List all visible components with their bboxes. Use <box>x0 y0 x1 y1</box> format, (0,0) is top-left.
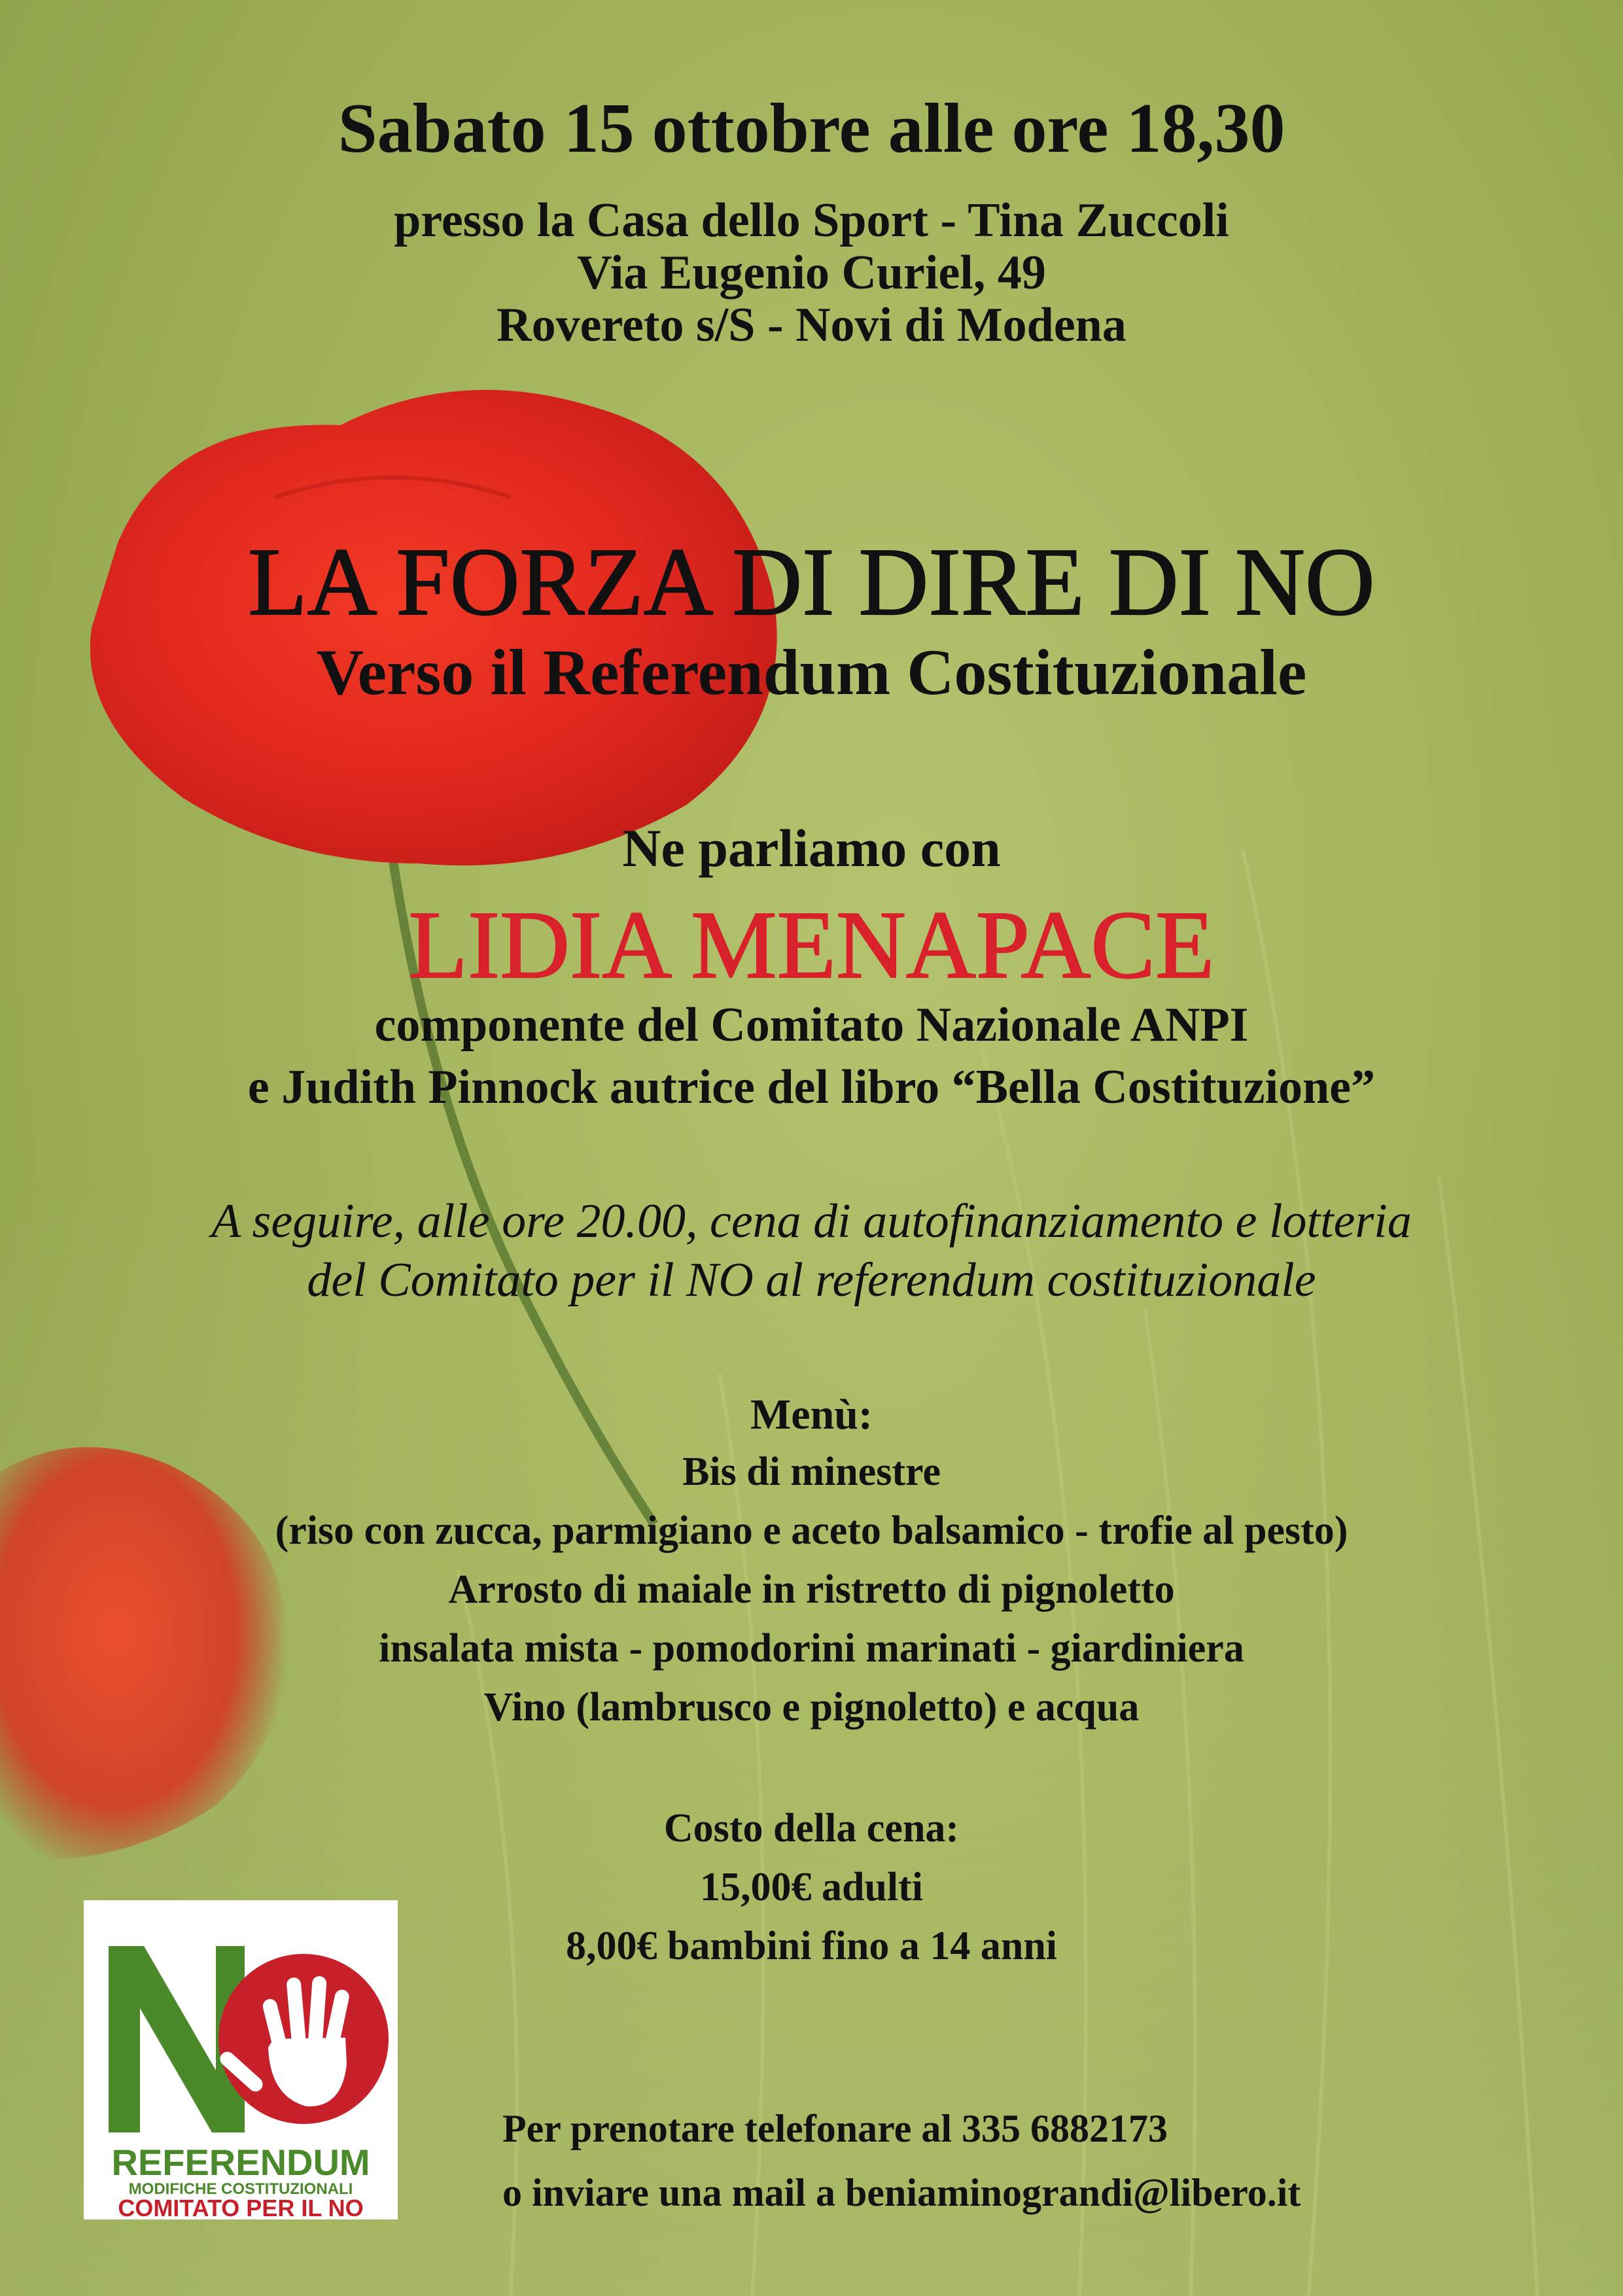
venue-name: presso la Casa dello Sport - Tina Zuccoli <box>394 194 1229 247</box>
logo-referendum-label: REFERENDUM <box>111 2142 370 2183</box>
menu-item: (riso con zucca, parmigiano e aceto balsamico - trofie al pesto) <box>275 1508 1348 1553</box>
cost-adults: 15,00€ adulti <box>699 1865 924 1909</box>
cost-children: 8,00€ bambini fino a 14 anni <box>565 1924 1058 1968</box>
venue-address: Via Eugenio Curiel, 49 <box>577 246 1046 300</box>
menu-item: insalata mista - pomodorini marinati - giardiniera <box>379 1626 1244 1671</box>
main-title: LA FORZA DI DIRE DI NO <box>248 529 1375 636</box>
event-datetime: Sabato 15 ottobre alle ore 18,30 <box>338 90 1285 167</box>
subtitle: Verso il Referendum Costituzionale <box>316 636 1307 708</box>
second-speaker: e Judith Pinnock autrice del libro “Bella Costituzione” <box>247 1060 1376 1114</box>
speaker-name: LIDIA MENAPACE <box>408 892 1215 999</box>
booking-email: o inviare una mail a beniaminograndi@libero.it <box>502 2171 1301 2214</box>
cost-heading: Costo della cena: <box>663 1806 960 1851</box>
dinner-announcement-line1: A seguire, alle ore 20.00, cena di autofinanziamento e lotteria <box>211 1194 1412 1248</box>
logo-committee-label: COMITATO PER IL NO <box>118 2195 364 2221</box>
speakers-intro: Ne parliamo con <box>622 818 1001 878</box>
menu-item: Arrosto di maiale in ristretto di pignoletto <box>448 1567 1175 1612</box>
dinner-announcement-line2: del Comitato per il NO al referendum costituzionale <box>307 1253 1316 1307</box>
venue-city: Rovereto s/S - Novi di Modena <box>497 298 1126 352</box>
booking-phone: Per prenotare telefonare al 335 6882173 <box>502 2107 1168 2150</box>
speaker-role: componente del Comitato Nazionale ANPI <box>374 998 1249 1052</box>
logo-subtitle: MODIFICHE COSTITUZIONALI <box>128 2180 353 2198</box>
menu-heading: Menù: <box>750 1391 873 1438</box>
comitato-no-logo <box>84 1900 398 2219</box>
menu-item: Vino (lambrusco e pignoletto) e acqua <box>483 1685 1140 1730</box>
menu-item: Bis di minestre <box>682 1450 941 1494</box>
